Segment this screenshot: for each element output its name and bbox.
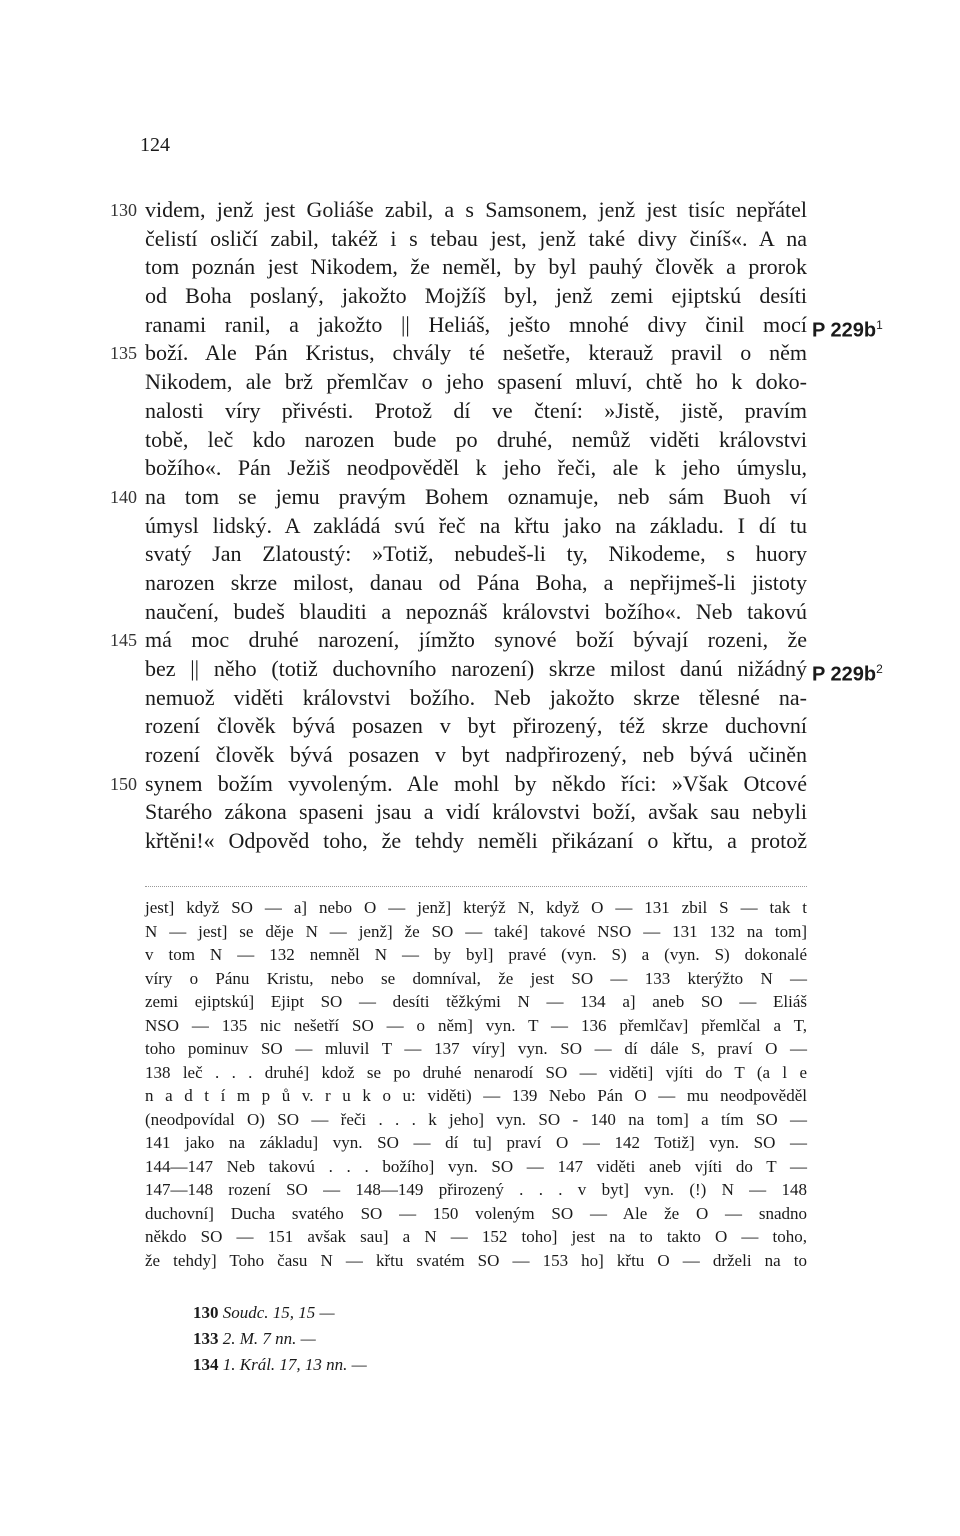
source-line-number: 130	[193, 1303, 223, 1322]
apparatus-line: (neodpovídal O) SO — řeči . . . k jeho] vyn. SO - 140 na tom] a tím SO —	[145, 1109, 807, 1129]
apparatus-line: v tom N — 132 nemněl N — by byl] pravé (vyn. S) a (vyn. S) dokonalé	[145, 945, 807, 964]
line-text: bez || něho (totiž duchovního narození) skrze milost danú nižádný	[145, 656, 807, 681]
apparatus-line: zemi ejiptskú] Ejipt SO — desíti těžkými N — 134 a] aneb SO — Eliáš	[145, 992, 807, 1011]
line-text: křtěni!« Odpověd toho, že tehdy neměli přikázaní o křtu, a protož	[145, 828, 807, 854]
source-citation: 2. M. 7 nn. —	[222, 1329, 316, 1348]
line-text: svatý Jan Zlatoustý: »Totiž, nebudeš-li ty, Nikodeme, s huory	[145, 541, 807, 567]
apparatus-line: toho pominuv SO — mluvil T — 137 víry] vyn. SO — dí dále S, praví O —	[145, 1039, 807, 1058]
text-line	[0, 225, 960, 254]
page-number: 124	[140, 134, 170, 156]
line-text: synem božím vyvoleným. Ale mohl by někdo říci: »Však Otcové	[145, 770, 807, 796]
apparatus-line: 144—147 Neb takovú . . . božího] vyn. SO — 147 viděti aneb vjíti do T —	[145, 1156, 807, 1176]
line-number: 150	[110, 773, 137, 794]
text-line	[0, 311, 960, 340]
text-line	[0, 712, 960, 741]
source-citation: 1. Král. 17, 13 nn. —	[222, 1355, 367, 1374]
line-text: nemuož viděti královstvi božího. Neb jakožto skrze tělesné na-	[145, 684, 807, 710]
line-text: tobě, leč kdo narozen bude po druhé, nemůž viděti královstvi	[145, 426, 807, 452]
line-text: narozen skrze milost, danau od Pána Boha, a nepřijmeš-li jistoty	[145, 569, 807, 595]
text-line	[0, 282, 960, 311]
source-line-number: 133	[193, 1329, 223, 1348]
line-number: 140	[110, 486, 137, 507]
line-text: rození člověk bývá posazen v byt nadpřirozený, neb bývá učiněn	[145, 742, 807, 768]
text-line	[0, 483, 960, 512]
main-text	[0, 196, 960, 856]
line-text: čelistí osličí zabil, takéž i s tebau jest, jenž také divy činíš«. A na	[145, 225, 807, 251]
line-text: boží. Ale Pán Kristus, chvály té nešetře, kterauž pravil o něm	[145, 340, 807, 366]
footnote-separator	[145, 886, 807, 887]
apparatus-line: víry o Pánu Kristu, nebo se domníval, že jest SO — 133 kterýžto N —	[145, 968, 807, 988]
apparatus-line: 147—148 rození SO — 148—149 přirozený . . . v byt] vyn. (!) N — 148	[145, 1180, 807, 1199]
text-line	[0, 626, 960, 655]
text-line	[0, 827, 960, 856]
text-line	[0, 196, 960, 225]
line-text: úmysl lidský. A zakládá svú řeč na křtu jako na základu. I dí tu	[145, 512, 807, 538]
text-line	[0, 368, 960, 397]
text-line	[0, 598, 960, 627]
apparatus-line: duchovní] Ducha svatého SO — 150 voleným SO — Ale že O — snadno	[145, 1203, 807, 1223]
text-line	[0, 770, 960, 799]
line-number: 130	[110, 200, 137, 220]
source-line	[193, 1300, 367, 1326]
line-text: božího«. Pán Ježiš neodpověděl k jeho řeči, ale k jeho úmyslu,	[145, 455, 807, 481]
text-line	[0, 655, 960, 684]
text-line	[0, 540, 960, 569]
line-text: tom poznán jest Nikodem, že neměl, by byl pauhý člověk a prorok	[145, 254, 807, 280]
apparatus-line: n a d t í m p ů v. r u k o u: viděti) — 139 Nebo Pán O — mu neodpověděl	[145, 1086, 807, 1105]
apparatus-line: že tehdy] Toho času N — křtu svatém SO — 153 ho] křtu O — drželi na to	[145, 1250, 807, 1270]
folio-reference: P $229b^1$	[812, 317, 883, 342]
source-line-number: 134	[193, 1355, 223, 1374]
text-line	[0, 684, 960, 713]
apparatus-line: někdo SO — 151 avšak sau] a N — 152 toho] jest na to takto O — toho,	[145, 1227, 807, 1246]
text-line	[0, 397, 960, 426]
line-text: od Boha poslaný, jakožto Mojžíš byl, jenž zemi ejiptskú desíti	[145, 283, 807, 309]
line-number: 135	[110, 343, 137, 364]
text-line	[0, 569, 960, 598]
line-text: na tom se jemu pravým Bohem oznamuje, neb sám Buoh ví	[145, 483, 807, 509]
line-text: videm, jenž jest Goliáše zabil, a s Samsonem, jenž jest tisíc nepřátel	[145, 197, 807, 222]
text-line	[0, 339, 960, 368]
apparatus-line: jest] když SO — a] nebo O — jenž] kterýž N, když O — 131 zbil S — tak t	[145, 898, 807, 917]
line-number: 145	[110, 630, 137, 651]
text-line	[0, 426, 960, 455]
text-line	[0, 741, 960, 770]
line-text: ranami ranil, a jakožto || Heliáš, ješto mnohé divy činil mocí	[145, 311, 807, 337]
line-text: naučení, budeš blauditi a nepoznáš královstvi božího«. Neb takovú	[145, 598, 807, 624]
text-line	[0, 253, 960, 282]
source-citation: Soudc. 15, 15 —	[222, 1303, 335, 1322]
critical-apparatus	[145, 896, 807, 1272]
line-text: Nikodem, ale brž přemlčav o jeho spasení mluví, chtě ho k doko-	[145, 369, 807, 395]
folio-reference: P $229b^2$	[812, 662, 883, 686]
text-line	[0, 512, 960, 541]
line-text: má moc druhé narození, jímžto synové boží bývají rozeni, že	[145, 627, 807, 653]
line-text: nalosti víry přivésti. Protož dí ve čtení: »Jistě, jistě, pravím	[145, 397, 807, 423]
source-line	[193, 1326, 367, 1352]
text-line	[0, 798, 960, 827]
text-line	[0, 454, 960, 483]
source-line	[193, 1352, 367, 1378]
apparatus-line: N — jest] se děje N — jenž] že SO — také] takové NSO — 131 132 na tom]	[145, 921, 807, 941]
apparatus-line: 138 leč . . . druhé] kdož se po druhé nenarodí SO — viděti] vjíti do T (a l e	[145, 1062, 807, 1082]
apparatus-line: 141 jako na základu] vyn. SO — dí tu] praví O — 142 Totiž] vyn. SO —	[145, 1133, 807, 1152]
source-references	[193, 1300, 367, 1378]
apparatus-line: NSO — 135 nic nešetří SO — o něm] vyn. T — 136 přemlčav] přemlčal a T,	[145, 1015, 807, 1035]
line-text: Starého zákona spaseni jsau a vidí královstvi boží, avšak sau nebyli	[145, 799, 807, 825]
line-text: rození člověk bývá posazen v byt přirozený, též skrze duchovní	[145, 713, 807, 739]
